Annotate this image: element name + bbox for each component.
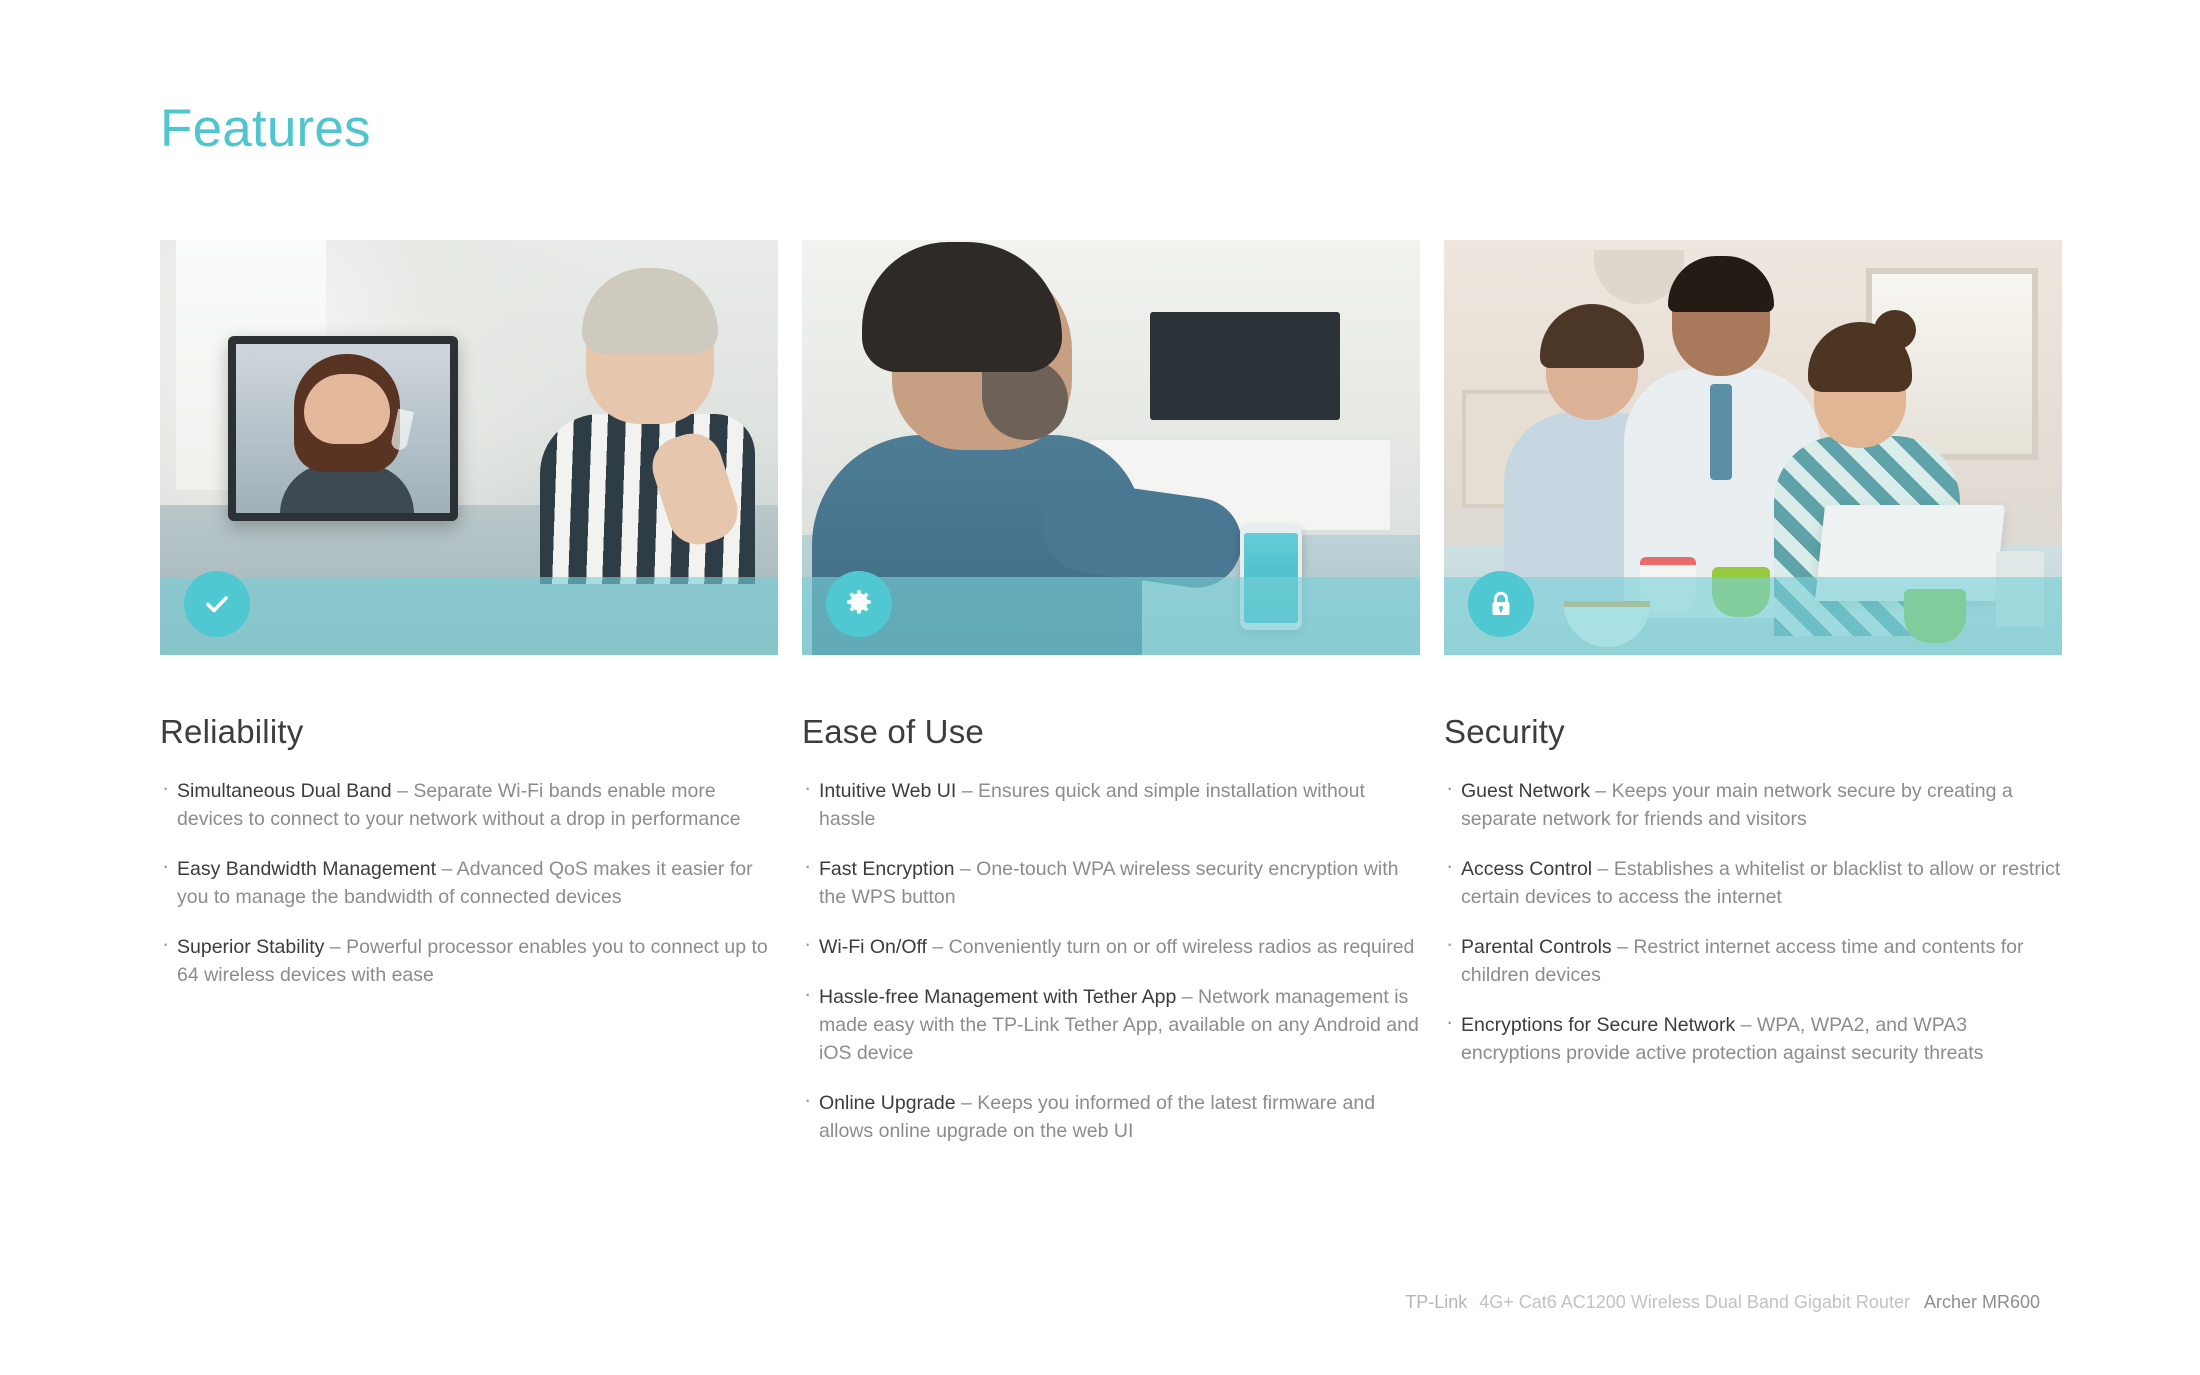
- feature-column-security: [1444, 240, 2062, 1167]
- feature-desc: – Restrict internet access time and contents for children devices: [1461, 936, 2024, 986]
- check-circle-icon: [184, 571, 250, 637]
- feature-term: Access Control: [1461, 858, 1593, 880]
- list-item: [802, 933, 1420, 961]
- video-call-photo: [160, 240, 778, 655]
- tablet-screen: [236, 344, 450, 513]
- list-item: [160, 855, 778, 911]
- feature-desc: – Network management is made easy with the TP-Link Tether App, available on any Android and iOS device: [819, 986, 1419, 1064]
- feature-term: Guest Network: [1461, 780, 1590, 802]
- hair-shape: [582, 268, 718, 354]
- feature-list-ease-of-use: [802, 777, 1420, 1145]
- feature-desc: – One-touch WPA wireless security encryption with the WPS button: [819, 858, 1399, 908]
- television: [1150, 312, 1340, 420]
- slide-footer: [1405, 1292, 2040, 1313]
- feature-term: Parental Controls: [1461, 936, 1612, 958]
- features-columns: [160, 240, 2060, 1167]
- tie-shape: [1710, 384, 1732, 480]
- feature-list-reliability: [160, 777, 778, 989]
- feature-desc: – Powerful processor enables you to connect up to 64 wireless devices with ease: [177, 936, 768, 986]
- feature-term: Simultaneous Dual Band: [177, 780, 392, 802]
- tablet-device: [228, 336, 458, 521]
- list-item: [802, 777, 1420, 833]
- list-item: [1444, 777, 2062, 833]
- list-item: [160, 933, 778, 989]
- feature-desc: – Establishes a whitelist or blacklist to allow or restrict certain devices to access the internet: [1461, 858, 2061, 908]
- feature-term: Intuitive Web UI: [819, 780, 957, 802]
- feature-term: Online Upgrade: [819, 1092, 956, 1114]
- footer-description: 4G+ Cat6 AC1200 Wireless Dual Band Gigabit Router: [1479, 1292, 1910, 1312]
- woman-face: [304, 374, 390, 444]
- page-title: Features: [160, 99, 371, 158]
- photo-teal-band: [160, 577, 778, 655]
- feature-column-ease-of-use: [802, 240, 1420, 1167]
- feature-column-reliability: [160, 240, 778, 1167]
- list-item: [802, 855, 1420, 911]
- man-figure: [540, 274, 750, 574]
- gear-icon: [826, 571, 892, 637]
- column-title-ease-of-use: Ease of Use: [802, 713, 984, 750]
- man-with-phone-photo: [802, 240, 1420, 655]
- lock-icon: [1468, 571, 1534, 637]
- list-item: [1444, 855, 2062, 911]
- footer-brand: TP-Link: [1405, 1292, 1468, 1312]
- feature-desc: – Advanced QoS makes it easier for you to manage the bandwidth of connected devices: [177, 858, 753, 908]
- list-item: [1444, 1011, 2062, 1067]
- hair-shape: [1668, 256, 1774, 312]
- list-item: [160, 777, 778, 833]
- feature-term: Easy Bandwidth Management: [177, 858, 437, 880]
- feature-desc: – Conveniently turn on or off wireless radios as required: [926, 936, 1415, 958]
- photo-teal-band: [802, 577, 1420, 655]
- feature-desc: – Separate Wi-Fi bands enable more devices to connect to your network without a drop in performance: [177, 780, 741, 830]
- feature-desc: – Keeps your main network secure by creating a separate network for friends and visitors: [1461, 780, 2013, 830]
- feature-term: Wi-Fi On/Off: [819, 936, 927, 958]
- feature-desc: – WPA, WPA2, and WPA3 encryptions provide active protection against security threats: [1461, 1014, 1984, 1064]
- list-item: [1444, 933, 2062, 989]
- feature-list-security: [1444, 777, 2062, 1067]
- feature-term: Superior Stability: [177, 936, 325, 958]
- feature-term: Fast Encryption: [819, 858, 955, 880]
- list-item: [802, 983, 1420, 1067]
- hair-bun-shape: [1874, 310, 1916, 350]
- feature-desc: – Ensures quick and simple installation without hassle: [819, 780, 1365, 830]
- beard-shape: [982, 360, 1068, 440]
- feature-term: Encryptions for Secure Network: [1461, 1014, 1736, 1036]
- group-with-laptop-photo: [1444, 240, 2062, 655]
- feature-term: Hassle-free Management with Tether App: [819, 986, 1177, 1008]
- feature-desc: – Keeps you informed of the latest firmware and allows online upgrade on the web UI: [819, 1092, 1376, 1142]
- list-item: [802, 1089, 1420, 1145]
- column-title-reliability: Reliability: [160, 713, 304, 750]
- footer-model: Archer MR600: [1923, 1292, 2040, 1312]
- photo-teal-band: [1444, 577, 2062, 655]
- column-title-security: Security: [1444, 713, 1565, 750]
